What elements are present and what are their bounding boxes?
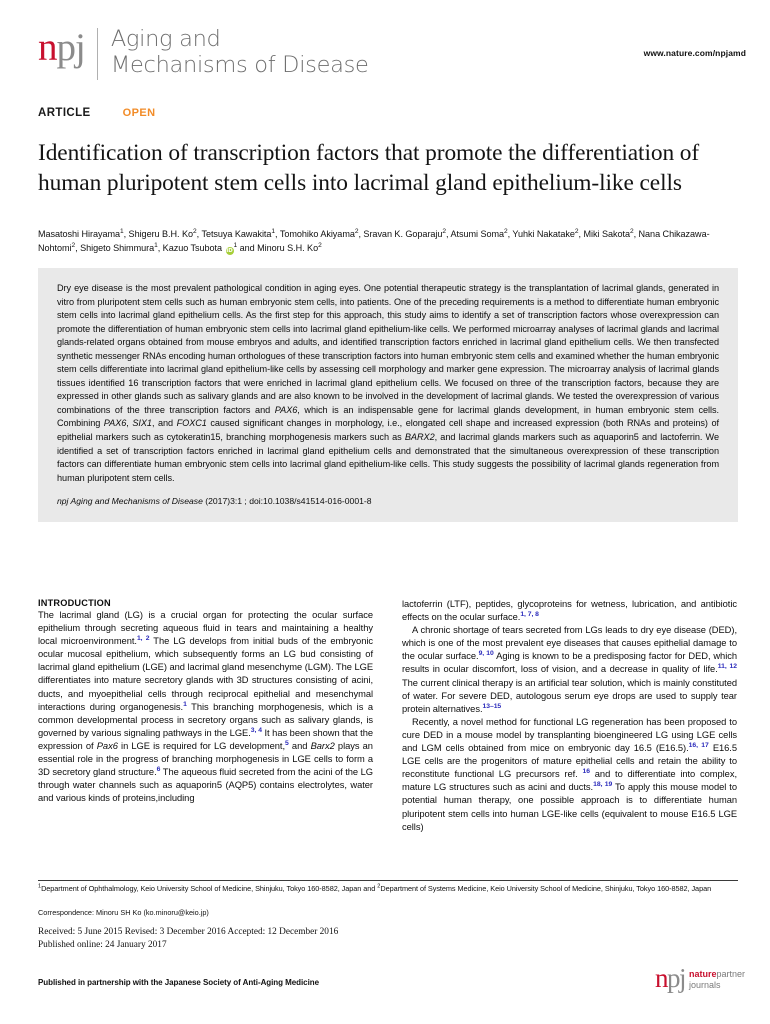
npj-footer-n: n [654, 963, 667, 993]
journal-title-line2: Mechanisms of Disease [110, 52, 369, 78]
published-online: Published online: 24 January 2017 [38, 940, 167, 950]
journal-masthead [38, 26, 369, 80]
journal-title [111, 26, 369, 78]
correspondence-line[interactable]: Correspondence: Minoru SH Ko (ko.minoru@keio.jp) [38, 908, 209, 917]
section-heading-introduction: INTRODUCTION [38, 598, 111, 608]
article-kicker [38, 107, 155, 119]
received-revised-accepted: Received: 5 June 2015 Revised: 3 December 2016 Accepted: 12 December 2016 [38, 927, 339, 937]
abstract-citation: npj Aging and Mechanisms of Disease (2017)3:1 ; doi:10.1038/s41514-016-0001-8 [57, 496, 372, 507]
article-type-label: ARTICLE [38, 107, 91, 119]
footnote-divider [38, 880, 738, 881]
npj-logo [38, 26, 85, 70]
author-affiliations: $^1$Department of Ophthalmology, Keio University School of Medicine, Shinjuku, Tokyo 160-8582, Japan and $^2$Department of Systems Medicine, Keio University School of Medicine, Shinjuku, Tokyo 160-8582, Japan [38, 883, 712, 893]
journal-title-line1: Aging and [110, 26, 221, 52]
npj-footer-words [689, 966, 745, 991]
masthead-divider [97, 28, 98, 80]
abstract-text: Dry eye disease is the most prevalent pathological condition in aging eyes. One potential therapeutic strategy is the transplantation of lacrimal glands, generated in vitro from pluripotent stem cells such as human embryonic stem cells, into patients. One of the preceding requirements is a method to differentiate human embryonic stem cells into lacrimal gland epithelium cells. As the first step for this approach, this study aims to identify a set of transcription factors whose overexpression can promote the differentiation of human embryonic stem cells into lacrimal gland epithelium-like cells. We performed microarray analyses of lacrimal glands and lacrimal glands-related organs obtained from mouse embryos and adults, and identified transcription factors enriched in lacrimal gland epithelium cells. We then transfected synthetic messenger RNAs encoding human orthologues of these transcription factors into human embryonic stem cells and examined whether the human embryonic stem cells differentiate into lacrimal gland epithelium-like cells by assessing cell morphology and marker gene expression. The microarray analysis of lacrimal glands tissues identified 16 transcription factors that were enriched in lacrimal gland epithelium cells. We focused on three of the transcription factors, because they are expressed in other glands such as salivary glands and are also known to be involved in the development of lacrimal glands. We tested the overexpression of various combinations of the three transcription factors and PAX6, which is an indispensable gene for lacrimal glands development, in human embryonic stem cells. Combining PAX6, SIX1, and FOXC1 caused significant changes in morphology, i.e., elongated cell shape and increased expression (both RNAs and proteins) of epithelial markers such as cytokeratin15, branching morphogenesis markers such as BARX2, and lacrimal glands markers such as aquaporin5 and lactoferrin. We identified a set of transcription factors enriched in lacrimal gland epithelium cells and demonstrated that the simultaneous overexpression of these transcription factors can differentiate human embryonic stem cells into lacrimal gland epithelium-like cells. This study suggests the possibility of lacrimal glands regeneration from human pluripotent stem cells. [57, 283, 719, 483]
npj-footer-line1 [689, 969, 745, 979]
intro-paragraph-1: The lacrimal gland (LG) is a crucial organ for protecting the ocular surface epithelium through secreting aqueous fluid in tears and maintaining a healthy local microenvironment.$^{1, 2}$ The LG develops from initial buds of the embryonic ocular mucosal epithelium, which subsequently forms an LG bud consisting of lacrimal gland epithelium (LGE) and lacrimal gland mesenchyme (LGM). The LGE differentiates into mature secretory glands with 3D structures consisting of acini, ducts, and myoepithelial cells through reciprocal epithelial and mesenchymal interactions during organogenesis.$^1$ This branching morphogenesis, which is a common developmental process in secretory organs such as salivary glands, is governed by various signaling pathways in the LGE.$^{3, 4}$ It has been shown that the expression of Pax6 in LGE is required for LG development,$^5$ and Barx2 plays an essential role in the progress of branching morphogenesis in LGE cells to form a 3D secretory gland structure.$^6$ The aqueous fluid secreted from the acini of the LG through water channels such as aquaporin5 (AQP5) contains electrolytes, water and various kinds of proteins,including [38, 610, 374, 804]
open-access-badge: OPEN [122, 107, 156, 119]
journal-url[interactable]: www.nature.com/npjamd [643, 48, 746, 58]
npj-logo-n: n [38, 26, 57, 69]
body-column-right [402, 598, 737, 834]
npj-logo-pj: pj [56, 26, 85, 69]
intro-paragraph-3: Recently, a novel method for functional LG regeneration has been proposed to cure DED in a mouse model by transplanting bioengineered LG using LGE cells and LGM cells obtained from mice on embryonic day 16.5 (E16.5).$^{16, 17}$ E16.5 LGE cells are the progenitors of mature epithelial cells and retain the ability to reconstitute functional LG precursors ref. $^{16}$ and to differentiate into complex, mature LG structures such as acini and ducts.$^{18, 19}$ To apply this mouse model to potential human therapy, one possible approach is to differentiate human pluripotent stem cells into human LGE-like cells (equivalent to mouse E16.5 LGE cells) [402, 716, 737, 832]
npj-footer-journals: journals [688, 980, 721, 990]
npj-footer-pj: pj [666, 963, 685, 993]
article-dates [38, 926, 738, 952]
abstract-box [38, 268, 738, 522]
npj-partner-journals-logo [655, 964, 745, 992]
partnership-line: Published in partnership with the Japanese Society of Anti-Aging Medicine [38, 978, 319, 987]
body-column-left [38, 598, 373, 834]
npj-footer-nature: nature [688, 968, 717, 979]
intro-paragraph-2: A chronic shortage of tears secreted from LGs leads to dry eye disease (DED), which is one of the most prevalent eye diseases that causes epithelial damage to the ocular surface.$^{9, 10}$ Aging is known to be a predisposing factor for DED, which results in ocular discomfort, loss of vision, and a decrease in quality of life.$^{11, 12}$ The current clinical therapy is an artificial tear solution, which is mainly constituted of water. For severe DED, autologous serum eye drops are used to supply tear protein alternatives.$^{13-15}$ [402, 625, 737, 714]
npj-footer-partner: partner [716, 968, 745, 979]
page-title: Identification of transcription factors that promote the differentiation of human pluripotent stem cells into lacrimal gland epithelium-like cells [38, 139, 700, 196]
npj-footer-mark [655, 964, 685, 992]
author-list: Masatoshi Hirayama$^1$, Shigeru B.H. Ko$^2$, Tetsuya Kawakita$^1$, Tomohiko Akiyama$^2$, Sravan K. Goparaju$^2$, Atsumi Soma$^2$, Yuhki Nakatake$^2$, Miki Sakota$^2$, Nana Chikazawa-Nohtomi$^2$, Shigeto Shimmura$^1$, Kazuo Tsubota $iD^1$ and Minoru S.H. Ko$^2$ [38, 227, 710, 254]
intro-paragraph-1-continued: lactoferrin (LTF), peptides, glycoproteins for wetness, lubrication, and antibiotic effects on the ocular surface.$^{1, 7, 8}$ [402, 599, 737, 623]
article-body [38, 598, 738, 834]
